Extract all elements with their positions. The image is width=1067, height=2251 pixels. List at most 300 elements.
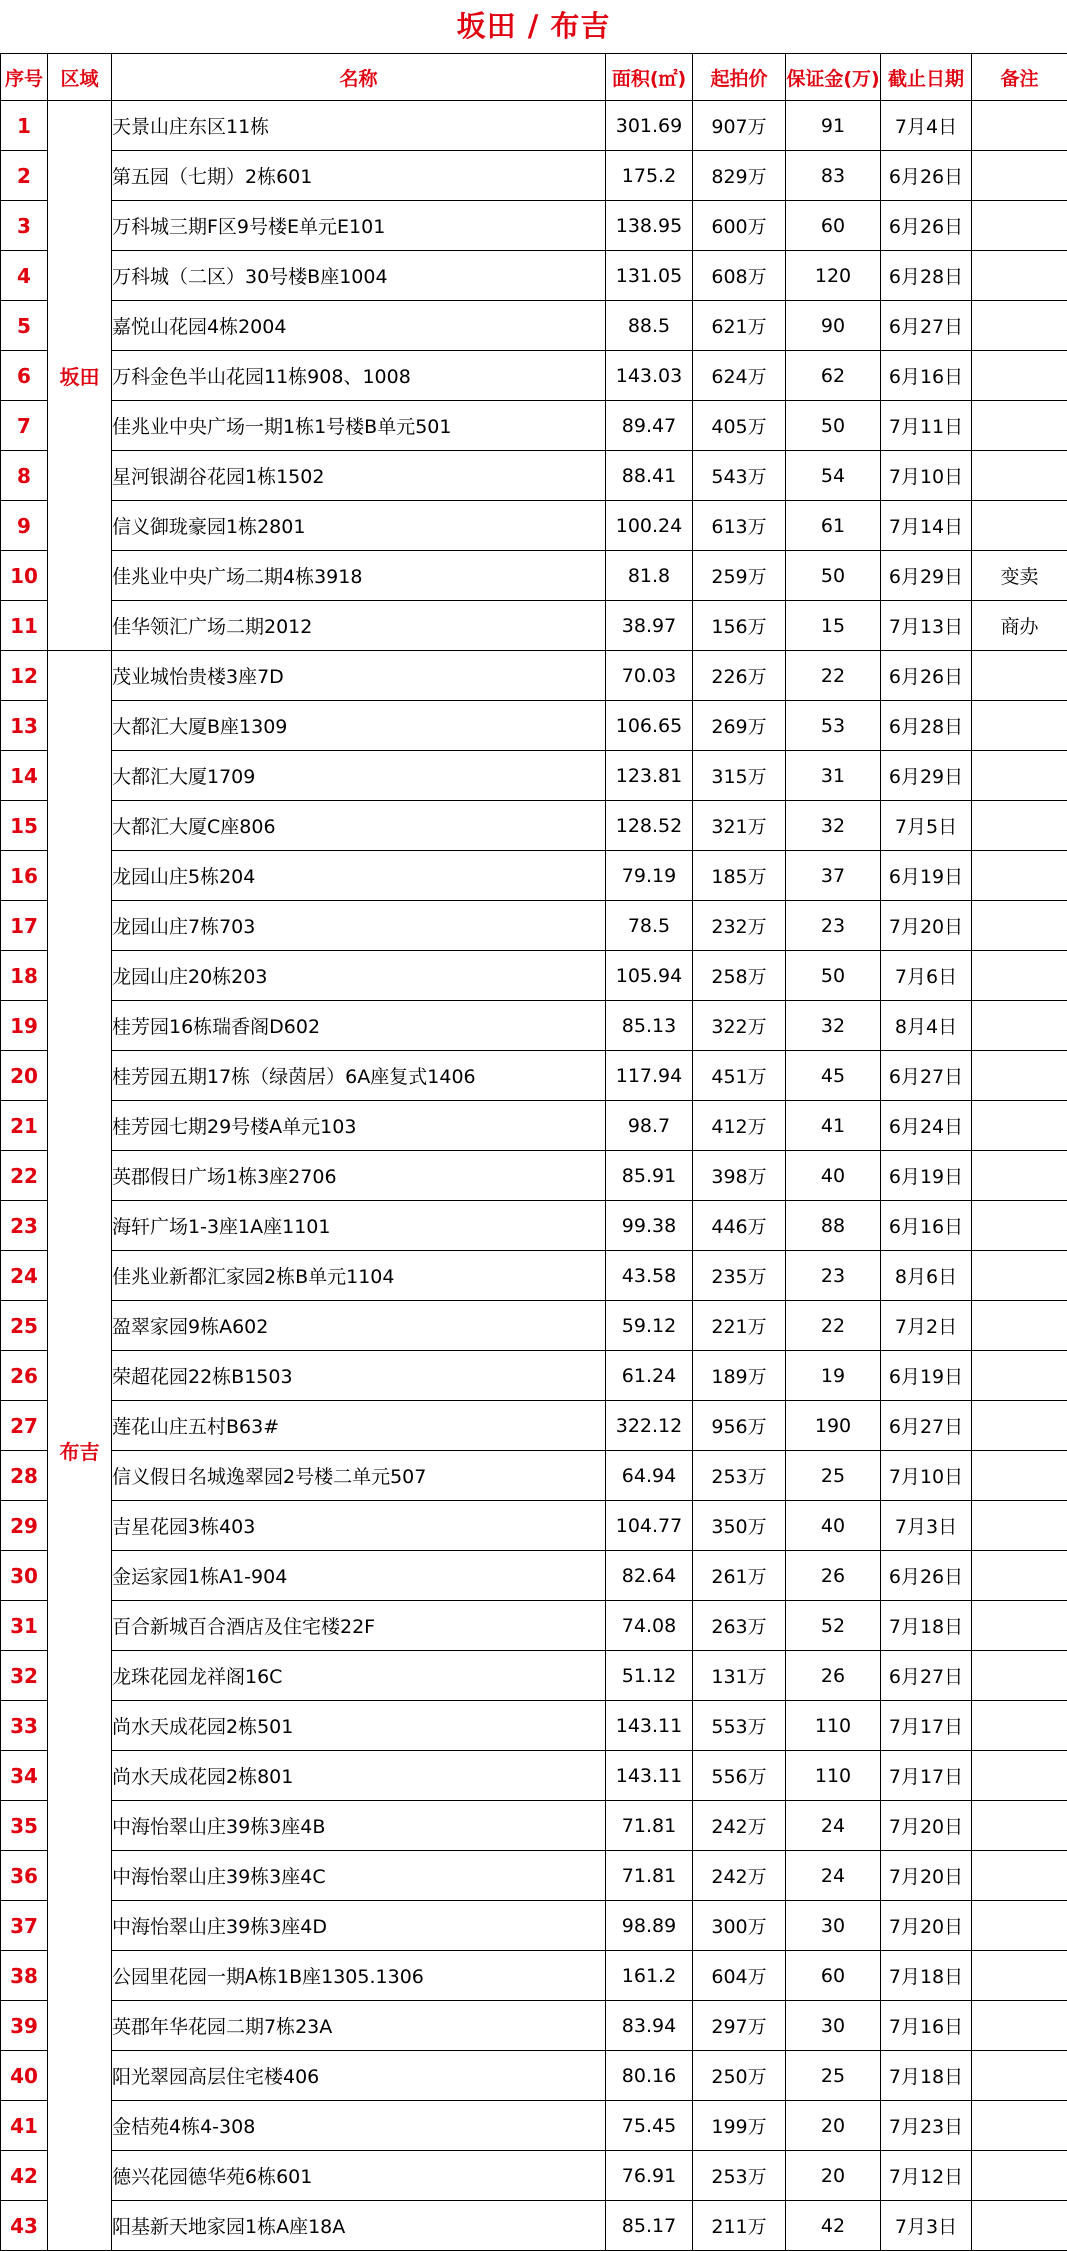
cell-remark [972, 701, 1067, 751]
cell-start-price: 226万 [693, 651, 786, 701]
header-start-price: 起拍价 [693, 54, 786, 101]
cell-name: 大都汇大厦1709 [112, 751, 606, 801]
cell-index: 43 [1, 2201, 48, 2251]
cell-area: 98.7 [606, 1101, 693, 1151]
cell-area: 322.12 [606, 1401, 693, 1451]
cell-name: 英郡年华花园二期7栋23A [112, 2001, 606, 2051]
cell-area: 83.94 [606, 2001, 693, 2051]
cell-deadline: 6月16日 [881, 1201, 972, 1251]
cell-index: 25 [1, 1301, 48, 1351]
cell-name: 茂业城怡贵楼3座7D [112, 651, 606, 701]
cell-start-price: 315万 [693, 751, 786, 801]
cell-name: 佳兆业新都汇家园2栋B单元1104 [112, 1251, 606, 1301]
cell-name: 吉星花园3栋403 [112, 1501, 606, 1551]
cell-deadline: 6月27日 [881, 1651, 972, 1701]
cell-index: 27 [1, 1401, 48, 1451]
cell-area: 106.65 [606, 701, 693, 751]
cell-deadline: 7月20日 [881, 1801, 972, 1851]
cell-deadline: 7月13日 [881, 601, 972, 651]
cell-deposit: 83 [786, 151, 881, 201]
cell-deposit: 32 [786, 801, 881, 851]
cell-deadline: 6月27日 [881, 1401, 972, 1451]
cell-remark: 商办 [972, 601, 1067, 651]
cell-remark [972, 151, 1067, 201]
cell-remark [972, 1501, 1067, 1551]
cell-start-price: 185万 [693, 851, 786, 901]
cell-index: 39 [1, 2001, 48, 2051]
cell-remark [972, 751, 1067, 801]
cell-deposit: 20 [786, 2151, 881, 2201]
cell-index: 31 [1, 1601, 48, 1651]
cell-index: 29 [1, 1501, 48, 1551]
cell-name: 莲花山庄五村B63# [112, 1401, 606, 1451]
cell-area: 80.16 [606, 2051, 693, 2101]
cell-deposit: 62 [786, 351, 881, 401]
cell-remark [972, 1451, 1067, 1501]
cell-start-price: 242万 [693, 1851, 786, 1901]
table-row [1, 801, 1067, 851]
cell-remark [972, 201, 1067, 251]
cell-remark: 变卖 [972, 551, 1067, 601]
table-row [1, 1551, 1067, 1601]
cell-deadline: 8月4日 [881, 1001, 972, 1051]
cell-deposit: 110 [786, 1701, 881, 1751]
cell-deadline: 6月29日 [881, 751, 972, 801]
cell-area: 98.89 [606, 1901, 693, 1951]
cell-deposit: 22 [786, 1301, 881, 1351]
cell-area: 117.94 [606, 1051, 693, 1101]
cell-index: 16 [1, 851, 48, 901]
cell-index: 4 [1, 251, 48, 301]
cell-area: 100.24 [606, 501, 693, 551]
cell-index: 13 [1, 701, 48, 751]
table-row [1, 1651, 1067, 1701]
cell-deposit: 40 [786, 1501, 881, 1551]
cell-deadline: 7月3日 [881, 1501, 972, 1551]
cell-deposit: 40 [786, 1151, 881, 1201]
cell-start-price: 600万 [693, 201, 786, 251]
table-row [1, 1501, 1067, 1551]
cell-start-price: 412万 [693, 1101, 786, 1151]
cell-remark [972, 951, 1067, 1001]
cell-index: 17 [1, 901, 48, 951]
cell-index: 37 [1, 1901, 48, 1951]
cell-name: 金运家园1栋A1-904 [112, 1551, 606, 1601]
cell-name: 尚水天成花园2栋801 [112, 1751, 606, 1801]
table-row [1, 2051, 1067, 2101]
table-row [1, 1751, 1067, 1801]
cell-deposit: 25 [786, 1451, 881, 1501]
cell-area: 71.81 [606, 1801, 693, 1851]
cell-name: 龙园山庄5栋204 [112, 851, 606, 901]
cell-index: 36 [1, 1851, 48, 1901]
cell-start-price: 269万 [693, 701, 786, 751]
cell-area: 143.11 [606, 1701, 693, 1751]
table-row [1, 1301, 1067, 1351]
cell-remark [972, 1951, 1067, 2001]
cell-area: 78.5 [606, 901, 693, 951]
cell-start-price: 907万 [693, 101, 786, 151]
cell-name: 万科城三期F区9号楼E单元E101 [112, 201, 606, 251]
cell-deadline: 7月14日 [881, 501, 972, 551]
cell-deadline: 6月28日 [881, 251, 972, 301]
cell-start-price: 300万 [693, 1901, 786, 1951]
cell-remark [972, 1101, 1067, 1151]
cell-deposit: 60 [786, 201, 881, 251]
cell-deposit: 30 [786, 1901, 881, 1951]
cell-deadline: 7月17日 [881, 1701, 972, 1751]
cell-remark [972, 1051, 1067, 1101]
cell-deadline: 7月6日 [881, 951, 972, 1001]
cell-name: 大都汇大厦B座1309 [112, 701, 606, 751]
page-title: 坂田 / 布吉 [0, 0, 1067, 53]
cell-remark [972, 851, 1067, 901]
cell-index: 35 [1, 1801, 48, 1851]
cell-name: 嘉悦山花园4栋2004 [112, 301, 606, 351]
table-row [1, 601, 1067, 651]
table-row [1, 1101, 1067, 1151]
cell-area: 105.94 [606, 951, 693, 1001]
cell-index: 20 [1, 1051, 48, 1101]
table-row [1, 1401, 1067, 1451]
cell-area: 138.95 [606, 201, 693, 251]
cell-deadline: 7月23日 [881, 2101, 972, 2151]
cell-remark [972, 1201, 1067, 1251]
cell-remark [972, 501, 1067, 551]
cell-index: 22 [1, 1151, 48, 1201]
table-row [1, 2001, 1067, 2051]
cell-name: 阳光翠园高层住宅楼406 [112, 2051, 606, 2101]
cell-remark [972, 451, 1067, 501]
cell-deadline: 6月26日 [881, 201, 972, 251]
cell-deadline: 8月6日 [881, 1251, 972, 1301]
cell-area: 301.69 [606, 101, 693, 151]
cell-index: 8 [1, 451, 48, 501]
cell-deadline: 7月18日 [881, 1601, 972, 1651]
cell-area: 59.12 [606, 1301, 693, 1351]
cell-name: 金桔苑4栋4-308 [112, 2101, 606, 2151]
cell-area: 43.58 [606, 1251, 693, 1301]
cell-name: 公园里花园一期A栋1B座1305.1306 [112, 1951, 606, 2001]
table-row [1, 2101, 1067, 2151]
cell-index: 10 [1, 551, 48, 601]
cell-start-price: 322万 [693, 1001, 786, 1051]
cell-deposit: 37 [786, 851, 881, 901]
cell-remark [972, 1851, 1067, 1901]
cell-deadline: 7月16日 [881, 2001, 972, 2051]
cell-remark [972, 2151, 1067, 2201]
cell-start-price: 624万 [693, 351, 786, 401]
cell-start-price: 189万 [693, 1351, 786, 1401]
cell-start-price: 253万 [693, 2151, 786, 2201]
table-row [1, 751, 1067, 801]
cell-area: 89.47 [606, 401, 693, 451]
cell-deadline: 7月10日 [881, 1451, 972, 1501]
cell-start-price: 235万 [693, 1251, 786, 1301]
cell-deposit: 50 [786, 401, 881, 451]
cell-district: 布吉 [48, 651, 112, 2251]
cell-name: 大都汇大厦C座806 [112, 801, 606, 851]
cell-remark [972, 1901, 1067, 1951]
table-body [1, 101, 1067, 2251]
table-row [1, 901, 1067, 951]
cell-remark [972, 2001, 1067, 2051]
cell-area: 81.8 [606, 551, 693, 601]
cell-index: 6 [1, 351, 48, 401]
cell-deposit: 110 [786, 1751, 881, 1801]
cell-deposit: 24 [786, 1851, 881, 1901]
cell-area: 71.81 [606, 1851, 693, 1901]
cell-deposit: 45 [786, 1051, 881, 1101]
header-deposit: 保证金(万) [786, 54, 881, 101]
cell-area: 75.45 [606, 2101, 693, 2151]
table-row [1, 201, 1067, 251]
header-deadline: 截止日期 [881, 54, 972, 101]
cell-start-price: 221万 [693, 1301, 786, 1351]
header-district: 区域 [48, 54, 112, 101]
cell-start-price: 556万 [693, 1751, 786, 1801]
cell-remark [972, 1351, 1067, 1401]
cell-index: 42 [1, 2151, 48, 2201]
table-row [1, 1851, 1067, 1901]
cell-start-price: 253万 [693, 1451, 786, 1501]
header-name: 名称 [112, 54, 606, 101]
cell-remark [972, 1401, 1067, 1451]
cell-remark [972, 101, 1067, 151]
cell-start-price: 232万 [693, 901, 786, 951]
cell-remark [972, 1751, 1067, 1801]
cell-deposit: 50 [786, 951, 881, 1001]
table-row [1, 651, 1067, 701]
table-row [1, 1601, 1067, 1651]
cell-deadline: 7月17日 [881, 1751, 972, 1801]
table-row [1, 301, 1067, 351]
table-row [1, 1951, 1067, 2001]
cell-remark [972, 2101, 1067, 2151]
cell-remark [972, 801, 1067, 851]
cell-deadline: 6月16日 [881, 351, 972, 401]
cell-remark [972, 1001, 1067, 1051]
cell-deposit: 31 [786, 751, 881, 801]
table-row [1, 151, 1067, 201]
cell-remark [972, 1601, 1067, 1651]
cell-remark [972, 1801, 1067, 1851]
cell-index: 12 [1, 651, 48, 701]
cell-deposit: 32 [786, 1001, 881, 1051]
cell-remark [972, 401, 1067, 451]
table-row [1, 1351, 1067, 1401]
cell-deposit: 26 [786, 1551, 881, 1601]
cell-deposit: 22 [786, 651, 881, 701]
cell-name: 龙园山庄20栋203 [112, 951, 606, 1001]
cell-deposit: 60 [786, 1951, 881, 2001]
cell-name: 天景山庄东区11栋 [112, 101, 606, 151]
cell-deadline: 7月10日 [881, 451, 972, 501]
cell-deadline: 6月19日 [881, 1351, 972, 1401]
cell-area: 85.91 [606, 1151, 693, 1201]
cell-deposit: 120 [786, 251, 881, 301]
cell-start-price: 261万 [693, 1551, 786, 1601]
cell-name: 龙珠花园龙祥阁16C [112, 1651, 606, 1701]
header-area: 面积(㎡) [606, 54, 693, 101]
cell-index: 30 [1, 1551, 48, 1601]
cell-name: 百合新城百合酒店及住宅楼22F [112, 1601, 606, 1651]
cell-area: 104.77 [606, 1501, 693, 1551]
cell-start-price: 250万 [693, 2051, 786, 2101]
cell-start-price: 543万 [693, 451, 786, 501]
cell-name: 海轩广场1-3座1A座1101 [112, 1201, 606, 1251]
cell-name: 龙园山庄7栋703 [112, 901, 606, 951]
cell-deadline: 6月27日 [881, 1051, 972, 1101]
cell-start-price: 242万 [693, 1801, 786, 1851]
cell-area: 123.81 [606, 751, 693, 801]
cell-district: 坂田 [48, 101, 112, 651]
cell-deposit: 24 [786, 1801, 881, 1851]
cell-area: 76.91 [606, 2151, 693, 2201]
cell-index: 11 [1, 601, 48, 651]
cell-start-price: 211万 [693, 2201, 786, 2251]
cell-start-price: 405万 [693, 401, 786, 451]
table-row [1, 1251, 1067, 1301]
cell-area: 64.94 [606, 1451, 693, 1501]
cell-remark [972, 1651, 1067, 1701]
cell-area: 161.2 [606, 1951, 693, 2001]
cell-index: 2 [1, 151, 48, 201]
cell-name: 佳华领汇广场二期2012 [112, 601, 606, 651]
cell-start-price: 263万 [693, 1601, 786, 1651]
table-row [1, 851, 1067, 901]
cell-area: 51.12 [606, 1651, 693, 1701]
cell-deadline: 7月5日 [881, 801, 972, 851]
cell-area: 74.08 [606, 1601, 693, 1651]
cell-name: 万科金色半山花园11栋908、1008 [112, 351, 606, 401]
cell-name: 阳基新天地家园1栋A座18A [112, 2201, 606, 2251]
cell-remark [972, 1301, 1067, 1351]
cell-name: 桂芳园七期29号楼A单元103 [112, 1101, 606, 1151]
cell-start-price: 451万 [693, 1051, 786, 1101]
cell-deadline: 7月18日 [881, 1951, 972, 2001]
table-row [1, 2201, 1067, 2251]
cell-index: 26 [1, 1351, 48, 1401]
cell-start-price: 350万 [693, 1501, 786, 1551]
cell-index: 15 [1, 801, 48, 851]
cell-start-price: 259万 [693, 551, 786, 601]
table-row [1, 551, 1067, 601]
cell-deadline: 7月20日 [881, 1901, 972, 1951]
cell-start-price: 199万 [693, 2101, 786, 2151]
cell-index: 9 [1, 501, 48, 551]
cell-start-price: 553万 [693, 1701, 786, 1751]
cell-deposit: 26 [786, 1651, 881, 1701]
header-index: 序号 [1, 54, 48, 101]
cell-start-price: 131万 [693, 1651, 786, 1701]
cell-start-price: 604万 [693, 1951, 786, 2001]
cell-area: 131.05 [606, 251, 693, 301]
cell-remark [972, 651, 1067, 701]
cell-remark [972, 1251, 1067, 1301]
cell-deadline: 6月26日 [881, 651, 972, 701]
cell-deadline: 7月20日 [881, 901, 972, 951]
cell-area: 61.24 [606, 1351, 693, 1401]
cell-index: 21 [1, 1101, 48, 1151]
cell-name: 英郡假日广场1栋3座2706 [112, 1151, 606, 1201]
cell-start-price: 621万 [693, 301, 786, 351]
cell-area: 79.19 [606, 851, 693, 901]
cell-index: 38 [1, 1951, 48, 2001]
cell-index: 33 [1, 1701, 48, 1751]
cell-deadline: 7月3日 [881, 2201, 972, 2251]
cell-index: 34 [1, 1751, 48, 1801]
cell-start-price: 297万 [693, 2001, 786, 2051]
cell-start-price: 829万 [693, 151, 786, 201]
cell-deadline: 7月12日 [881, 2151, 972, 2201]
cell-remark [972, 2051, 1067, 2101]
cell-index: 41 [1, 2101, 48, 2151]
table-row [1, 351, 1067, 401]
cell-start-price: 613万 [693, 501, 786, 551]
cell-remark [972, 2201, 1067, 2251]
cell-deadline: 7月4日 [881, 101, 972, 151]
cell-deposit: 41 [786, 1101, 881, 1151]
cell-deposit: 20 [786, 2101, 881, 2151]
cell-deposit: 190 [786, 1401, 881, 1451]
cell-area: 175.2 [606, 151, 693, 201]
cell-index: 40 [1, 2051, 48, 2101]
cell-area: 85.13 [606, 1001, 693, 1051]
cell-name: 尚水天成花园2栋501 [112, 1701, 606, 1751]
cell-deposit: 50 [786, 551, 881, 601]
cell-start-price: 446万 [693, 1201, 786, 1251]
cell-deadline: 6月26日 [881, 1551, 972, 1601]
cell-deadline: 7月11日 [881, 401, 972, 451]
cell-name: 信义假日名城逸翠园2号楼二单元507 [112, 1451, 606, 1501]
cell-index: 1 [1, 101, 48, 151]
cell-start-price: 156万 [693, 601, 786, 651]
cell-deposit: 15 [786, 601, 881, 651]
table-row [1, 1701, 1067, 1751]
table-row [1, 951, 1067, 1001]
table-row [1, 1151, 1067, 1201]
cell-deposit: 19 [786, 1351, 881, 1401]
cell-area: 143.03 [606, 351, 693, 401]
cell-index: 3 [1, 201, 48, 251]
cell-index: 24 [1, 1251, 48, 1301]
cell-deadline: 6月27日 [881, 301, 972, 351]
table-row [1, 1001, 1067, 1051]
cell-deadline: 6月19日 [881, 1151, 972, 1201]
cell-name: 星河银湖谷花园1栋1502 [112, 451, 606, 501]
cell-index: 18 [1, 951, 48, 1001]
table-row [1, 451, 1067, 501]
table-row [1, 1451, 1067, 1501]
cell-deadline: 6月26日 [881, 151, 972, 201]
cell-deadline: 6月24日 [881, 1101, 972, 1151]
auction-table [0, 53, 1067, 2251]
cell-deposit: 88 [786, 1201, 881, 1251]
cell-name: 佳兆业中央广场一期1栋1号楼B单元501 [112, 401, 606, 451]
table-row [1, 1051, 1067, 1101]
cell-deposit: 23 [786, 1251, 881, 1301]
cell-area: 128.52 [606, 801, 693, 851]
cell-index: 5 [1, 301, 48, 351]
cell-area: 99.38 [606, 1201, 693, 1251]
cell-deposit: 91 [786, 101, 881, 151]
table-row [1, 1901, 1067, 1951]
cell-name: 德兴花园德华苑6栋601 [112, 2151, 606, 2201]
cell-remark [972, 1701, 1067, 1751]
cell-start-price: 321万 [693, 801, 786, 851]
cell-name: 荣超花园22栋B1503 [112, 1351, 606, 1401]
